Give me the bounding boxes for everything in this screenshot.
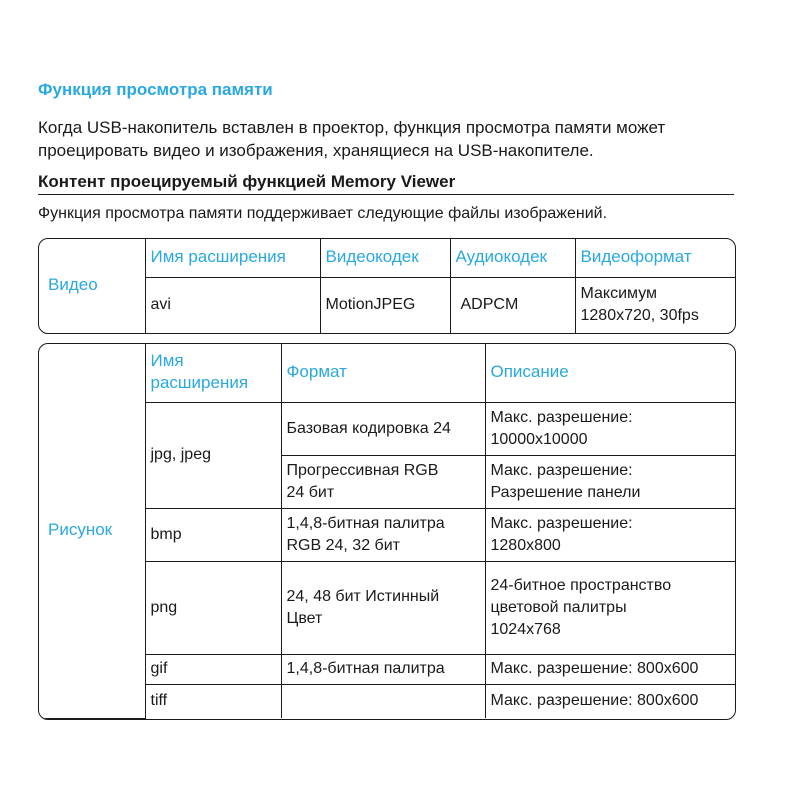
supported-files-text: Функция просмотра памяти поддерживает следующие файлы изображений. [38, 205, 608, 222]
image-table [38, 343, 736, 720]
format-line: 24 бит [286, 483, 335, 501]
gif-desc-cell: Макс. разрешение: 800x600 [485, 654, 736, 684]
format-line: Прогрессивная RGB [286, 461, 439, 479]
tiff-desc-cell: Макс. разрешение: 800x600 [485, 684, 736, 718]
header-video-codec: Видеокодек [320, 238, 450, 277]
png-desc-cell [485, 561, 736, 654]
header-format: Формат [281, 343, 485, 402]
header-extension-line1: Имя [150, 351, 184, 371]
png-ext-cell: png [145, 561, 281, 654]
gif-format-cell: 1,4,8-битная палитра [281, 654, 485, 684]
header-extension: Имя расширения [145, 238, 320, 277]
format-line: RGB 24, 32 бит [286, 536, 400, 554]
header-extension-line2: расширения [150, 373, 249, 393]
png-format-cell [281, 561, 485, 654]
format-line: 1,4,8-битная палитра [286, 514, 445, 532]
tiff-format-cell [281, 684, 485, 718]
video-format-line2: 1280x720, 30fps [580, 307, 699, 325]
jpg-desc-baseline [485, 402, 736, 455]
tiff-ext-cell: tiff [145, 684, 281, 718]
bmp-ext-cell: bmp [145, 508, 281, 561]
header-description: Описание [485, 343, 736, 402]
header-video-format: Видеоформат [575, 238, 736, 277]
jpg-format-progressive [281, 455, 485, 508]
header-extension [145, 343, 281, 402]
video-format-cell [575, 277, 736, 333]
video-codec-cell: MotionJPEG [320, 277, 450, 333]
desc-line: Макс. разрешение: [490, 514, 633, 532]
intro-paragraph: Когда USB-накопитель вставлен в проектор, функция просмотра памяти может проецировать видео и изображения, хранящиеся на USB-накопителе. [38, 118, 666, 160]
bmp-desc-cell [485, 508, 736, 561]
jpg-format-baseline: Базовая кодировка 24 [281, 402, 485, 455]
desc-line: цветовой палитры [490, 598, 627, 616]
video-table [38, 238, 736, 334]
desc-line: 10000x10000 [490, 430, 588, 448]
audio-codec-cell: ADPCM [450, 277, 575, 333]
desc-line: 1024x768 [490, 620, 561, 638]
video-ext-cell: avi [145, 277, 320, 333]
section-heading: Контент проецируемый функцией Memory Viewer [38, 172, 734, 195]
bmp-format-cell [281, 508, 485, 561]
format-line: Цвет [286, 609, 323, 627]
desc-line: 24-битное пространство [490, 576, 672, 594]
video-format-line1: Максимум [580, 285, 658, 303]
image-category-label: Рисунок [38, 343, 145, 718]
jpg-ext-cell: jpg, jpeg [145, 402, 281, 508]
desc-line: Макс. разрешение: [490, 461, 633, 479]
desc-line: 1280x800 [490, 536, 561, 554]
format-line: 24, 48 бит Истинный [286, 587, 440, 605]
desc-line: Разрешение панели [490, 483, 641, 501]
video-category-label: Видео [38, 238, 145, 333]
page-title: Функция просмотра памяти [38, 80, 273, 99]
jpg-desc-progressive [485, 455, 736, 508]
header-audio-codec: Аудиокодек [450, 238, 575, 277]
gif-ext-cell: gif [145, 654, 281, 684]
desc-line: Макс. разрешение: [490, 408, 633, 426]
